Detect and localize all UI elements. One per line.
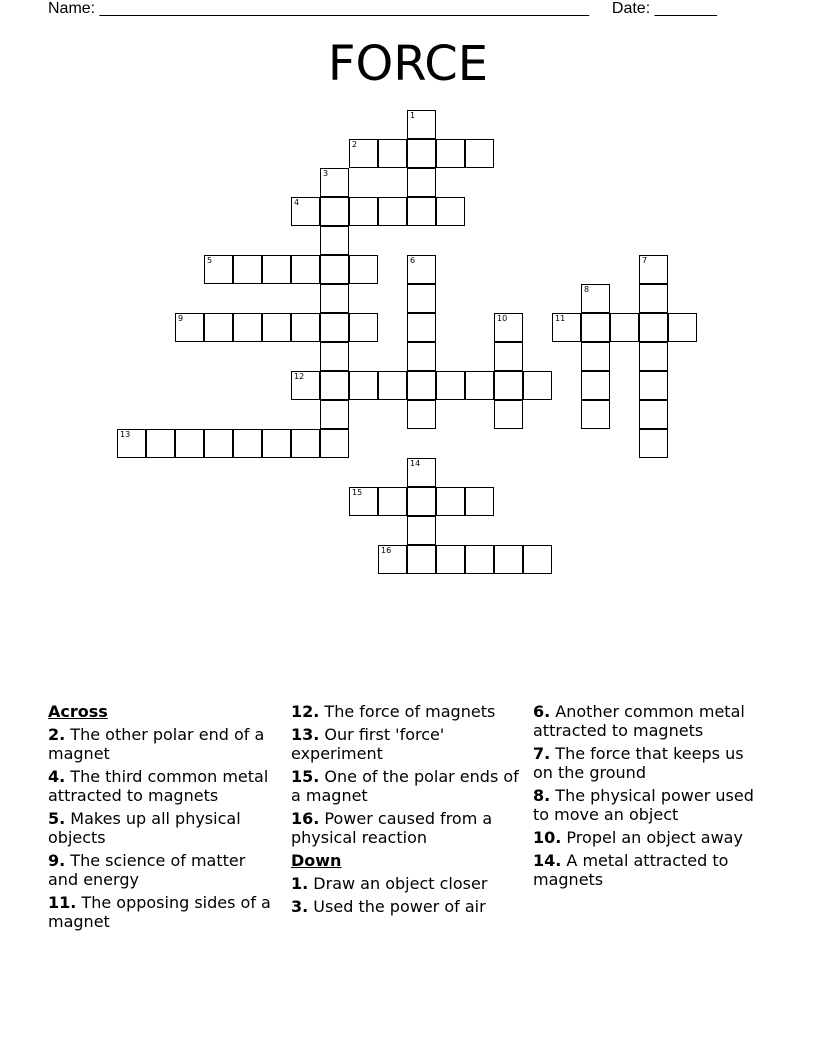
- grid-cell[interactable]: [204, 255, 233, 284]
- clue-text: Propel an object away: [561, 828, 743, 847]
- clue-text: The third common metal attracted to magnets: [48, 767, 269, 805]
- date-label: Date:: [611, 0, 651, 17]
- grid-cell[interactable]: [320, 429, 349, 458]
- grid-cell[interactable]: [407, 487, 436, 516]
- grid-cell[interactable]: [262, 255, 291, 284]
- grid-cell[interactable]: [175, 313, 204, 342]
- grid-cell[interactable]: [320, 284, 349, 313]
- clue-text: Draw an object closer: [308, 874, 488, 893]
- grid-cell[interactable]: [349, 313, 378, 342]
- name-label: Name:: [48, 0, 96, 17]
- date-line[interactable]: _______: [654, 0, 717, 17]
- grid-cell[interactable]: [233, 313, 262, 342]
- grid-cell[interactable]: [407, 197, 436, 226]
- clue-text: One of the polar ends of a magnet: [291, 767, 519, 805]
- grid-cell[interactable]: [465, 371, 494, 400]
- grid-cell[interactable]: [349, 255, 378, 284]
- cell-number: 16: [381, 546, 392, 555]
- clue-number: 5.: [48, 809, 66, 828]
- clue-text: The force that keeps us on the ground: [533, 744, 744, 782]
- cell-number: 13: [120, 430, 131, 439]
- grid-cell[interactable]: [407, 284, 436, 313]
- grid-cell[interactable]: [320, 371, 349, 400]
- down-heading: Down: [291, 851, 342, 870]
- grid-cell[interactable]: [378, 545, 407, 574]
- grid-cell[interactable]: [465, 487, 494, 516]
- cell-number: 5: [207, 256, 213, 265]
- clue-number: 9.: [48, 851, 66, 870]
- page-title: FORCE: [327, 36, 489, 92]
- clue-number: 16.: [291, 809, 320, 828]
- grid-cell[interactable]: [320, 255, 349, 284]
- clue-number: 8.: [533, 786, 551, 805]
- clue-number: 3.: [291, 897, 309, 916]
- clue-item: [533, 786, 763, 824]
- clue-text: A metal attracted to magnets: [533, 851, 729, 889]
- cell-number: 15: [352, 488, 363, 497]
- clue-number: 2.: [48, 725, 66, 744]
- grid-cell[interactable]: [581, 284, 610, 313]
- clue-text: The physical power used to move an object: [533, 786, 754, 824]
- cell-number: 2: [352, 140, 358, 149]
- grid-cell[interactable]: [639, 371, 668, 400]
- grid-cell[interactable]: [407, 458, 436, 487]
- clue-text: The opposing sides of a magnet: [48, 893, 271, 931]
- grid-cell[interactable]: [320, 342, 349, 371]
- cell-number: 6: [410, 256, 416, 265]
- clue-text: Makes up all physical objects: [48, 809, 241, 847]
- grid-cell[interactable]: [523, 371, 552, 400]
- clue-number: 1.: [291, 874, 309, 893]
- clue-item: [291, 897, 521, 916]
- grid-cell[interactable]: [639, 429, 668, 458]
- clue-item: [291, 725, 521, 763]
- grid-cell[interactable]: [407, 313, 436, 342]
- grid-cell[interactable]: [320, 313, 349, 342]
- grid-cell[interactable]: [668, 313, 697, 342]
- clue-item: [291, 809, 521, 847]
- grid-cell[interactable]: [291, 429, 320, 458]
- clue-item: [48, 809, 278, 847]
- grid-cell[interactable]: [494, 400, 523, 429]
- clue-number: 15.: [291, 767, 320, 786]
- grid-cell[interactable]: [581, 342, 610, 371]
- grid-cell[interactable]: [581, 313, 610, 342]
- grid-cell[interactable]: [175, 429, 204, 458]
- cell-number: 3: [323, 169, 329, 178]
- clue-column-1: [48, 702, 278, 935]
- grid-cell[interactable]: [436, 371, 465, 400]
- clue-item: [291, 767, 521, 805]
- clue-number: 13.: [291, 725, 320, 744]
- clue-number: 11.: [48, 893, 77, 912]
- grid-cell[interactable]: [407, 545, 436, 574]
- grid-cell[interactable]: [581, 371, 610, 400]
- grid-cell[interactable]: [233, 255, 262, 284]
- grid-cell[interactable]: [349, 487, 378, 516]
- clue-text: The force of magnets: [319, 702, 496, 721]
- grid-cell[interactable]: [494, 342, 523, 371]
- cell-number: 11: [555, 314, 566, 323]
- clue-text: The science of matter and energy: [48, 851, 246, 889]
- clue-number: 14.: [533, 851, 562, 870]
- clue-text: Another common metal attracted to magnets: [533, 702, 745, 740]
- grid-cell[interactable]: [610, 313, 639, 342]
- clue-column-2: [291, 702, 521, 920]
- clue-text: Used the power of air: [308, 897, 486, 916]
- grid-cell[interactable]: [320, 197, 349, 226]
- cell-number: 9: [178, 314, 184, 323]
- grid-cell[interactable]: [117, 429, 146, 458]
- clue-text: Our first 'force' experiment: [291, 725, 445, 763]
- clue-column-3: [533, 702, 763, 893]
- grid-cell[interactable]: [639, 313, 668, 342]
- grid-cell[interactable]: [378, 197, 407, 226]
- grid-cell[interactable]: [436, 139, 465, 168]
- grid-cell[interactable]: [407, 255, 436, 284]
- grid-cell[interactable]: [552, 313, 581, 342]
- clue-number: 10.: [533, 828, 562, 847]
- grid-cell[interactable]: [407, 400, 436, 429]
- grid-cell[interactable]: [639, 284, 668, 313]
- grid-cell[interactable]: [320, 226, 349, 255]
- cell-number: 14: [410, 459, 421, 468]
- grid-cell[interactable]: [639, 255, 668, 284]
- grid-cell[interactable]: [407, 139, 436, 168]
- grid-cell[interactable]: [320, 400, 349, 429]
- cell-number: 12: [294, 372, 305, 381]
- grid-cell[interactable]: [494, 313, 523, 342]
- grid-cell[interactable]: [291, 197, 320, 226]
- clue-number: 12.: [291, 702, 320, 721]
- grid-cell[interactable]: [436, 545, 465, 574]
- cell-number: 4: [294, 198, 300, 207]
- clue-item: [48, 767, 278, 805]
- grid-cell[interactable]: [378, 487, 407, 516]
- name-line[interactable]: _______________________________________________________: [99, 0, 589, 17]
- grid-cell[interactable]: [349, 371, 378, 400]
- grid-cell[interactable]: [407, 516, 436, 545]
- grid-cell[interactable]: [378, 139, 407, 168]
- grid-cell[interactable]: [407, 342, 436, 371]
- across-heading: Across: [48, 702, 108, 721]
- grid-cell[interactable]: [320, 168, 349, 197]
- clue-item: [291, 874, 521, 893]
- grid-cell[interactable]: [349, 139, 378, 168]
- grid-cell[interactable]: [378, 371, 407, 400]
- grid-cell[interactable]: [494, 371, 523, 400]
- grid-cell[interactable]: [494, 545, 523, 574]
- grid-cell[interactable]: [523, 545, 552, 574]
- clue-item: [533, 744, 763, 782]
- grid-cell[interactable]: [639, 400, 668, 429]
- clue-item: [291, 702, 521, 721]
- grid-cell[interactable]: [233, 429, 262, 458]
- grid-cell[interactable]: [465, 139, 494, 168]
- grid-cell[interactable]: [407, 110, 436, 139]
- grid-cell[interactable]: [639, 342, 668, 371]
- cell-number: 8: [584, 285, 590, 294]
- grid-cell[interactable]: [146, 429, 175, 458]
- clue-item: [48, 725, 278, 763]
- grid-cell[interactable]: [465, 545, 494, 574]
- clue-item: [48, 893, 278, 931]
- grid-cell[interactable]: [291, 313, 320, 342]
- cell-number: 1: [410, 111, 416, 120]
- cell-number: 7: [642, 256, 648, 265]
- clue-number: 4.: [48, 767, 66, 786]
- clue-item: [533, 828, 763, 847]
- grid-cell[interactable]: [436, 487, 465, 516]
- clue-item: [48, 851, 278, 889]
- grid-cell[interactable]: [262, 313, 291, 342]
- grid-cell[interactable]: [407, 371, 436, 400]
- clue-text: Power caused from a physical reaction: [291, 809, 493, 847]
- grid-cell[interactable]: [262, 429, 291, 458]
- clue-item: [533, 702, 763, 740]
- grid-cell[interactable]: [581, 400, 610, 429]
- clue-item: [533, 851, 763, 889]
- grid-cell[interactable]: [204, 313, 233, 342]
- clue-text: The other polar end of a magnet: [48, 725, 265, 763]
- grid-cell[interactable]: [349, 197, 378, 226]
- grid-cell[interactable]: [407, 168, 436, 197]
- clue-number: 7.: [533, 744, 551, 763]
- cell-number: 10: [497, 314, 508, 323]
- clue-number: 6.: [533, 702, 551, 721]
- grid-cell[interactable]: [436, 197, 465, 226]
- grid-cell[interactable]: [291, 255, 320, 284]
- grid-cell[interactable]: [291, 371, 320, 400]
- grid-cell[interactable]: [204, 429, 233, 458]
